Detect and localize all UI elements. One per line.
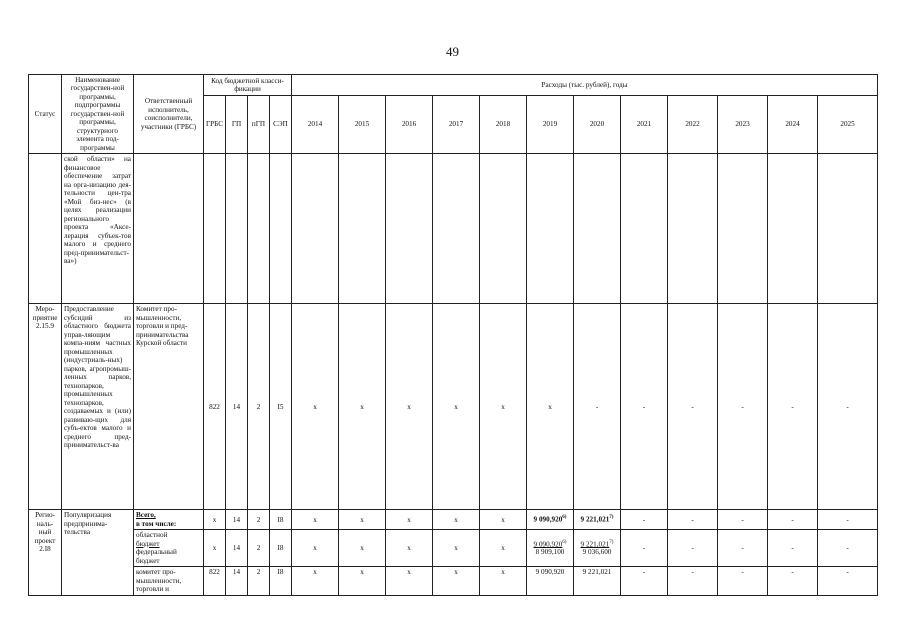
header-year: 2023	[718, 96, 768, 154]
header-code: пГП	[248, 96, 270, 154]
header-year: 2019	[527, 96, 574, 154]
row-name: Популяризация предпринима-тельства	[62, 510, 134, 595]
value-cell: x	[339, 304, 386, 510]
value-cell: x	[339, 530, 386, 567]
value-cell: x	[433, 304, 480, 510]
value-cell: x	[386, 510, 433, 530]
header-year: 2021	[621, 96, 668, 154]
budget-label: бюджет	[136, 539, 160, 548]
row-status: Меро-приятие 2.15.9	[29, 304, 62, 510]
value-cell: -	[718, 304, 768, 510]
value-cell: x	[386, 304, 433, 510]
value-cell: x	[433, 510, 480, 530]
value-cell: x	[433, 567, 480, 595]
budget-table	[28, 74, 878, 596]
code-cell: 14	[226, 567, 248, 595]
row-name: Предоставление субсидий из областного бюджета управ-ляющим компа-ниям частных промышленных (индустриаль-ных) парков, агропромыш-ленных парков, технопарков, промышленных технопарков, создаваемых и (или) развиваю-щих для субъ-ектов малого и среднего пред-принимательст-ва	[62, 304, 134, 510]
footnote-mark: 6)	[562, 539, 567, 545]
code-cell: x	[204, 530, 226, 567]
value-cell: -	[621, 567, 668, 595]
header-expenses-group: Расходы (тыс. рублей), годы	[292, 75, 878, 96]
header-name: Наименование государствен-ной программы, подпрограммы государствен-ной программы, структурного элемента под-программы	[62, 75, 134, 154]
value-cell: x	[480, 530, 527, 567]
value-cell: x	[339, 510, 386, 530]
value-cell: x	[480, 304, 527, 510]
value-cell: -	[668, 530, 718, 567]
code-cell: 14	[226, 530, 248, 567]
code-cell: x	[204, 510, 226, 530]
value-cell: x	[292, 304, 339, 510]
value-cell: -	[668, 510, 718, 530]
code-cell: I8	[270, 567, 292, 595]
value-cell: x	[292, 510, 339, 530]
value-cell: -	[818, 510, 878, 530]
value-2020: 9 221,021	[580, 515, 610, 524]
header-executor: Ответственный исполнитель, соисполнители, участники (ГРБС)	[134, 75, 204, 154]
value-cell: -	[768, 510, 818, 530]
value-cell: x	[386, 530, 433, 567]
value-cell: x	[292, 530, 339, 567]
value-cell: -	[621, 510, 668, 530]
table-row	[29, 510, 878, 530]
row-executor: Комитет про-мышленности, торговли и пред-принимательства Курской области	[134, 304, 204, 510]
value-cell: -	[718, 530, 768, 567]
table-row	[29, 530, 878, 567]
page-number: 49	[446, 44, 459, 59]
header-status: Статус	[29, 75, 62, 154]
value-cell: -	[768, 567, 818, 595]
code-cell: I8	[270, 530, 292, 567]
budget-label: областной	[136, 531, 168, 540]
code-cell: 14	[226, 304, 248, 510]
code-cell: 2	[248, 530, 270, 567]
value-cell: -	[668, 567, 718, 595]
header-year: 2020	[574, 96, 621, 154]
value-cell: x	[480, 567, 527, 595]
value-2020: 9 221,021	[574, 567, 621, 595]
value-2020: 9 221,021	[580, 540, 610, 548]
header-year: 2018	[480, 96, 527, 154]
value-cell: x	[292, 567, 339, 595]
code-cell: 822	[204, 304, 226, 510]
table-row	[29, 304, 878, 510]
header-year: 2024	[768, 96, 818, 154]
header-year: 2014	[292, 96, 339, 154]
budget-label: федеральный	[136, 548, 177, 557]
value-cell: -	[818, 530, 878, 567]
value-cell: -	[768, 304, 818, 510]
header-code-group: Код бюджетной класси-фикации	[204, 75, 292, 96]
code-cell: I5	[270, 304, 292, 510]
header-code: СЭП	[270, 96, 292, 154]
value-2020-federal: 9 036,600	[582, 548, 612, 557]
code-cell: 2	[248, 304, 270, 510]
table-row	[29, 154, 878, 304]
total-sub-label: в том числе:	[136, 519, 177, 528]
code-cell: I8	[270, 510, 292, 530]
header-year: 2025	[818, 96, 878, 154]
value-cell: -	[621, 530, 668, 567]
footnote-mark: 6)	[562, 515, 567, 521]
value-cell: x	[386, 567, 433, 595]
header-year: 2016	[386, 96, 433, 154]
value-cell: -	[768, 530, 818, 567]
header-year: 2017	[433, 96, 480, 154]
value-2019: 9 090,920	[533, 540, 563, 548]
code-cell: 822	[204, 567, 226, 595]
budget-label: бюджет	[136, 556, 160, 565]
row-status: Регио-наль-ный проект 2.I8	[29, 510, 62, 595]
code-cell: 2	[248, 567, 270, 595]
code-cell: 2	[248, 510, 270, 530]
value-cell: x	[433, 530, 480, 567]
value-cell: -	[718, 567, 768, 595]
footnote-mark: 7)	[609, 515, 614, 521]
header-year: 2015	[339, 96, 386, 154]
value-2019-federal: 8 909,100	[535, 548, 565, 557]
header-code: ГРБС	[204, 96, 226, 154]
header-year: 2022	[668, 96, 718, 154]
value-cell: x	[339, 567, 386, 595]
total-label: Всего,	[136, 511, 156, 520]
value-cell: -	[574, 304, 621, 510]
committee-label: комитет про-мышленности, торговли и	[134, 567, 204, 595]
continued-text: ской области» на финансовое обеспечение затрат на орга-низацию дея-тельности цен-тра «Мой биз-нес» (в целях реализации регионального проекта «Аксе-лерация субъек-тов малого и среднего пред-принимательст-ва»)	[62, 154, 134, 304]
value-cell: -	[621, 304, 668, 510]
code-cell: 14	[226, 510, 248, 530]
value-2019: 9 090,920	[527, 567, 574, 595]
value-cell: x	[480, 510, 527, 530]
value-cell: -	[668, 304, 718, 510]
value-cell: x	[527, 304, 574, 510]
value-cell: -	[718, 510, 768, 530]
value-2019: 9 090,920	[533, 515, 563, 524]
value-cell: -	[818, 567, 878, 595]
table-row	[29, 567, 878, 595]
footnote-mark: 7)	[609, 539, 614, 545]
value-cell: -	[818, 304, 878, 510]
header-code: ГП	[226, 96, 248, 154]
